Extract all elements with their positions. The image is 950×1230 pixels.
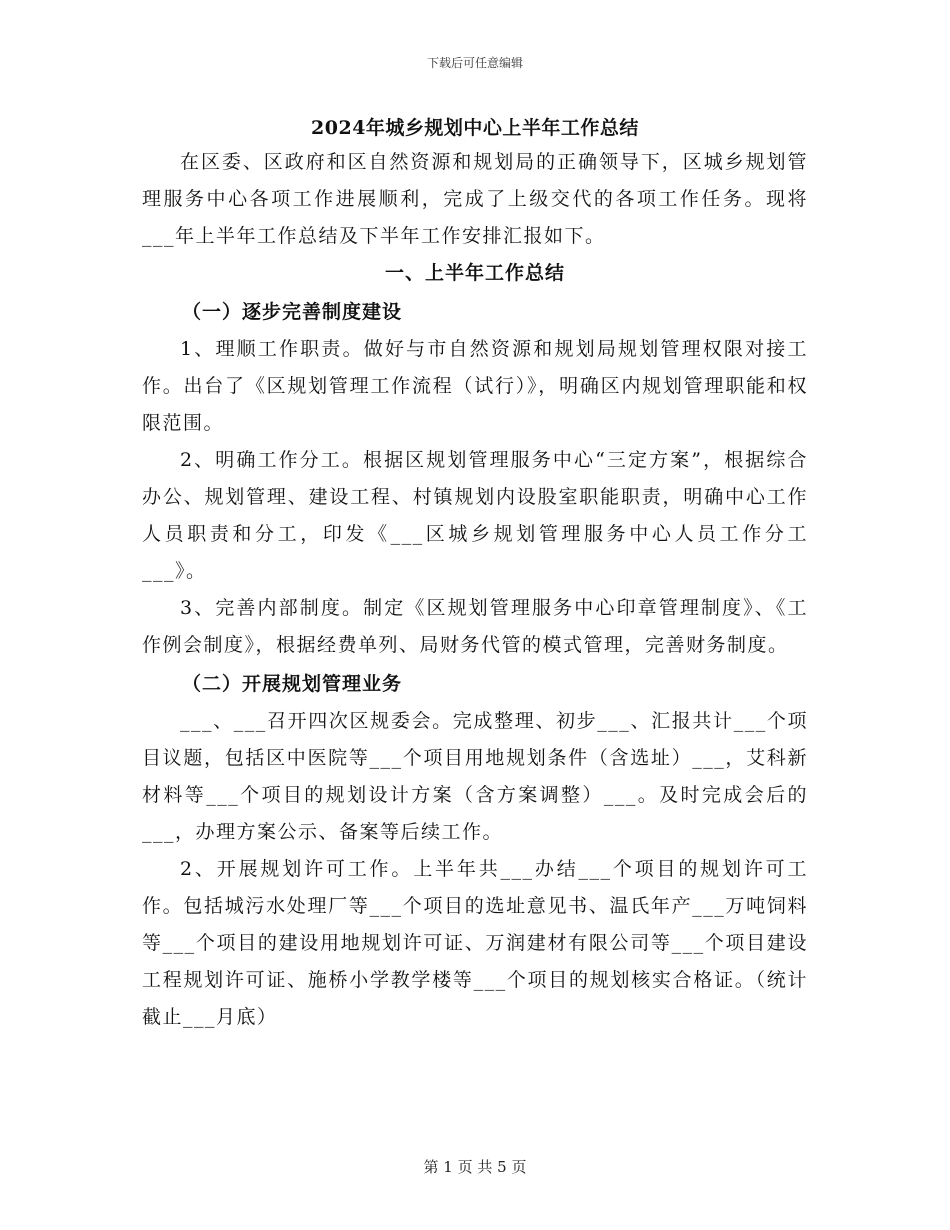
header-note: 下载后可任意编辑: [426, 56, 523, 70]
paragraph-permits: 2、开展规划许可工作。上半年共___办结___个项目的规划许可工作。包括城污水处理厂等___个项目的选址意见书、温氏年产___万吨饲料等___个项目的建设用地规划许可证、万润建材有限公司等___个项目建设工程规划许可证、施桥小学教学楼等___个项目的规划核实合格证。（统计截止___月底）: [142, 858, 808, 1028]
paragraph-committee: ___、___召开四次区规委会。完成整理、初步___、汇报共计___个项目议题，包括区中医院等___个项目用地规划条件（含选址）___，艾科新材料等___个项目的规划设计方案（含方案调整）___。及时完成会后的___，办理方案公示、备案等后续工作。: [142, 710, 808, 843]
paragraph-duties: 1、理顺工作职责。做好与市自然资源和规划局规划管理权限对接工作。出台了《区规划管理工作流程（试行）》，明确区内规划管理职能和权限范围。: [142, 338, 808, 434]
section-heading: 一、上半年工作总结: [384, 262, 565, 284]
document-body: [142, 112, 808, 1036]
page-footer: 第 1 页 共 5 页: [423, 1158, 527, 1176]
subsection-heading-2: （二）开展规划管理业务: [182, 673, 403, 695]
paragraph-rules: 3、完善内部制度。制定《区规划管理服务中心印章管理制度》、《工作例会制度》，根据经费单列、局财务代管的模式管理，完善财务制度。: [142, 597, 808, 656]
document-title: 2024年城乡规划中心上半年工作总结: [311, 117, 639, 139]
intro-paragraph: 在区委、区政府和区自然资源和规划局的正确领导下，区城乡规划管理服务中心各项工作进展顺利，完成了上级交代的各项工作任务。现将___年上半年工作总结及下半年工作安排汇报如下。: [142, 151, 808, 247]
subsection-heading-1: （一）逐步完善制度建设: [182, 301, 403, 323]
paragraph-division: 2、明确工作分工。根据区规划管理服务中心“三定方案”，根据综合办公、规划管理、建设工程、村镇规划内设股室职能职责，明确中心工作人员职责和分工，印发《___区城乡规划管理服务中心人员工作分工___》。: [142, 449, 808, 582]
